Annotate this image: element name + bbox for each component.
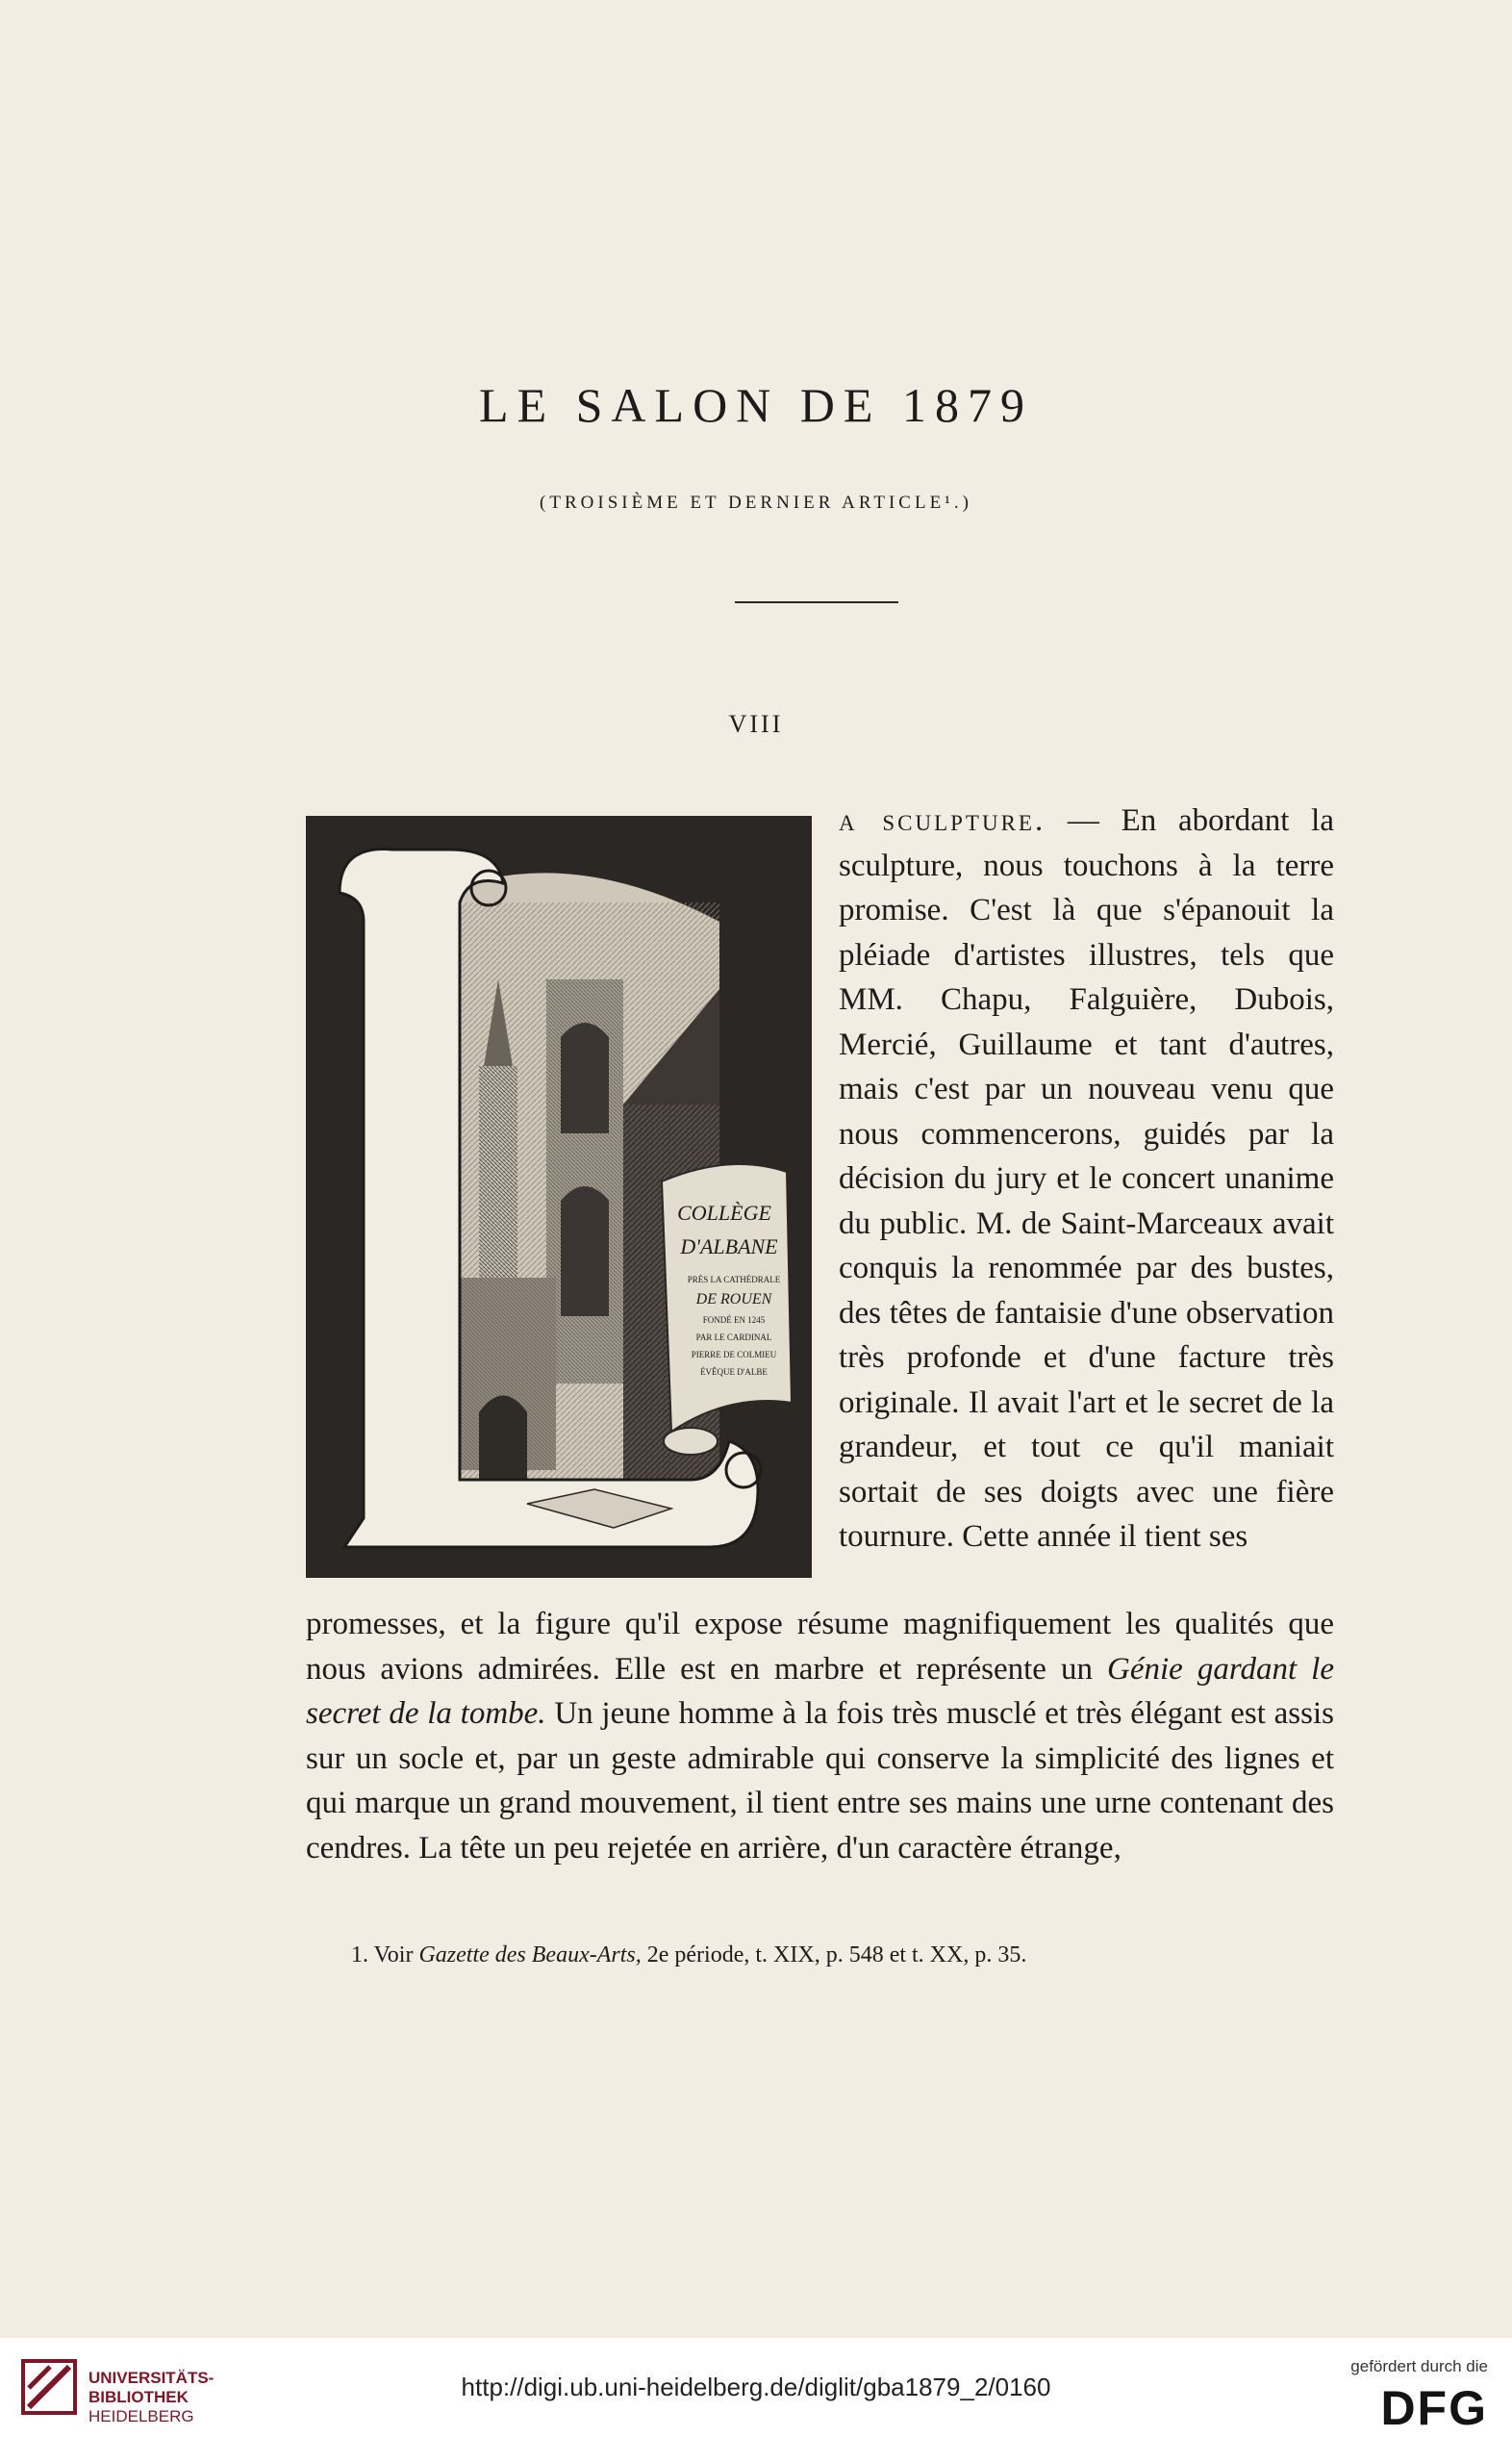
uni-line-2: BIBLIOTHEK [88, 2388, 189, 2406]
article-subtitle: (TROISIÈME ET DERNIER ARTICLE¹.) [540, 493, 972, 513]
sign-line-3: PRÈS LA CATHÉDRALE [687, 1275, 781, 1284]
body-paragraph [306, 1602, 1334, 1870]
lead-text: — En abordant la sculpture, nous touchons à la terre promise. C'est là que s'épanouit la pléiade d'artistes illustres, tels que MM. Chapu, Falguière, Dubois, Mercié, Guillaume et tant d'autres, mais c'est par un nouveau venu que nous commencerons, guidés par la décision du jury et le concert unanime du public. M. de Saint-Marceaux avait conquis la renommée par des bustes, des têtes de fantaisie d'une observation très profonde et d'une facture très originale. Il avait l'art et le secret de la grandeur, et tout ce qu'il maniait sortait de ses doigts avec une fière tournure. Cette année il tient ses [839, 803, 1334, 1554]
sculpture-title: Génie gardant le secret de la tombe. [306, 1651, 1335, 1731]
article-title: LE SALON DE 1879 [479, 378, 1033, 432]
footnote-journal: Gazette des Beaux-Arts, [418, 1942, 642, 1967]
footnote-pre: Voir [368, 1942, 419, 1967]
permalink-url[interactable]: http://digi.ub.uni-heidelberg.de/diglit/gba1879_2/0160 [461, 2373, 1051, 2401]
sign-line-1: COLLÈGE [677, 1201, 771, 1225]
body-text-1: promesses, et la figure qu'il expose résume magnifiquement les qualités que nous avions admirées. Elle est en marbre et représente un [306, 1607, 1334, 1687]
sign-line-4: DE ROUEN [695, 1291, 772, 1307]
section-number: VIII [728, 710, 784, 738]
lead-caps: a sculpture. [839, 803, 1046, 838]
engraving-image [306, 816, 812, 1578]
sign-line-6: PAR LE CARDINAL [695, 1333, 772, 1342]
footnote-post: 2e période, t. XIX, p. 548 et t. XX, p. 35. [641, 1942, 1027, 1967]
uni-line-3: HEIDELBERG [88, 2407, 194, 2425]
library-footer [0, 2338, 1512, 2437]
sign-line-2: D'ALBANE [680, 1234, 778, 1258]
sign-line-8: ÉVÊQUE D'ALBE [700, 1367, 768, 1377]
title-divider [735, 601, 898, 603]
uni-line-1: UNIVERSITÄTS- [88, 2369, 214, 2387]
dfg-logo: DFG [1380, 2381, 1488, 2435]
dropcap-illustration [306, 816, 812, 1578]
lead-paragraph [839, 799, 1334, 1560]
footnote [351, 1942, 1361, 1968]
footnote-number: 1. [351, 1942, 368, 1967]
funded-by-label: gefördert durch die [1350, 2357, 1488, 2375]
sign-line-5: FONDÉ EN 1245 [702, 1315, 766, 1325]
sign-line-7: PIERRE DE COLMIEU [691, 1350, 777, 1359]
body-text-2: Un jeune homme à la fois très musclé et très élégant est assis sur un socle et, par un geste admirable qui conserve la simplicité des lignes et qui marque un grand mouvement, il tient entre ses mains une urne contenant des cendres. La tête un peu rejetée en arrière, d'un caractère étrange, [306, 1696, 1334, 1866]
